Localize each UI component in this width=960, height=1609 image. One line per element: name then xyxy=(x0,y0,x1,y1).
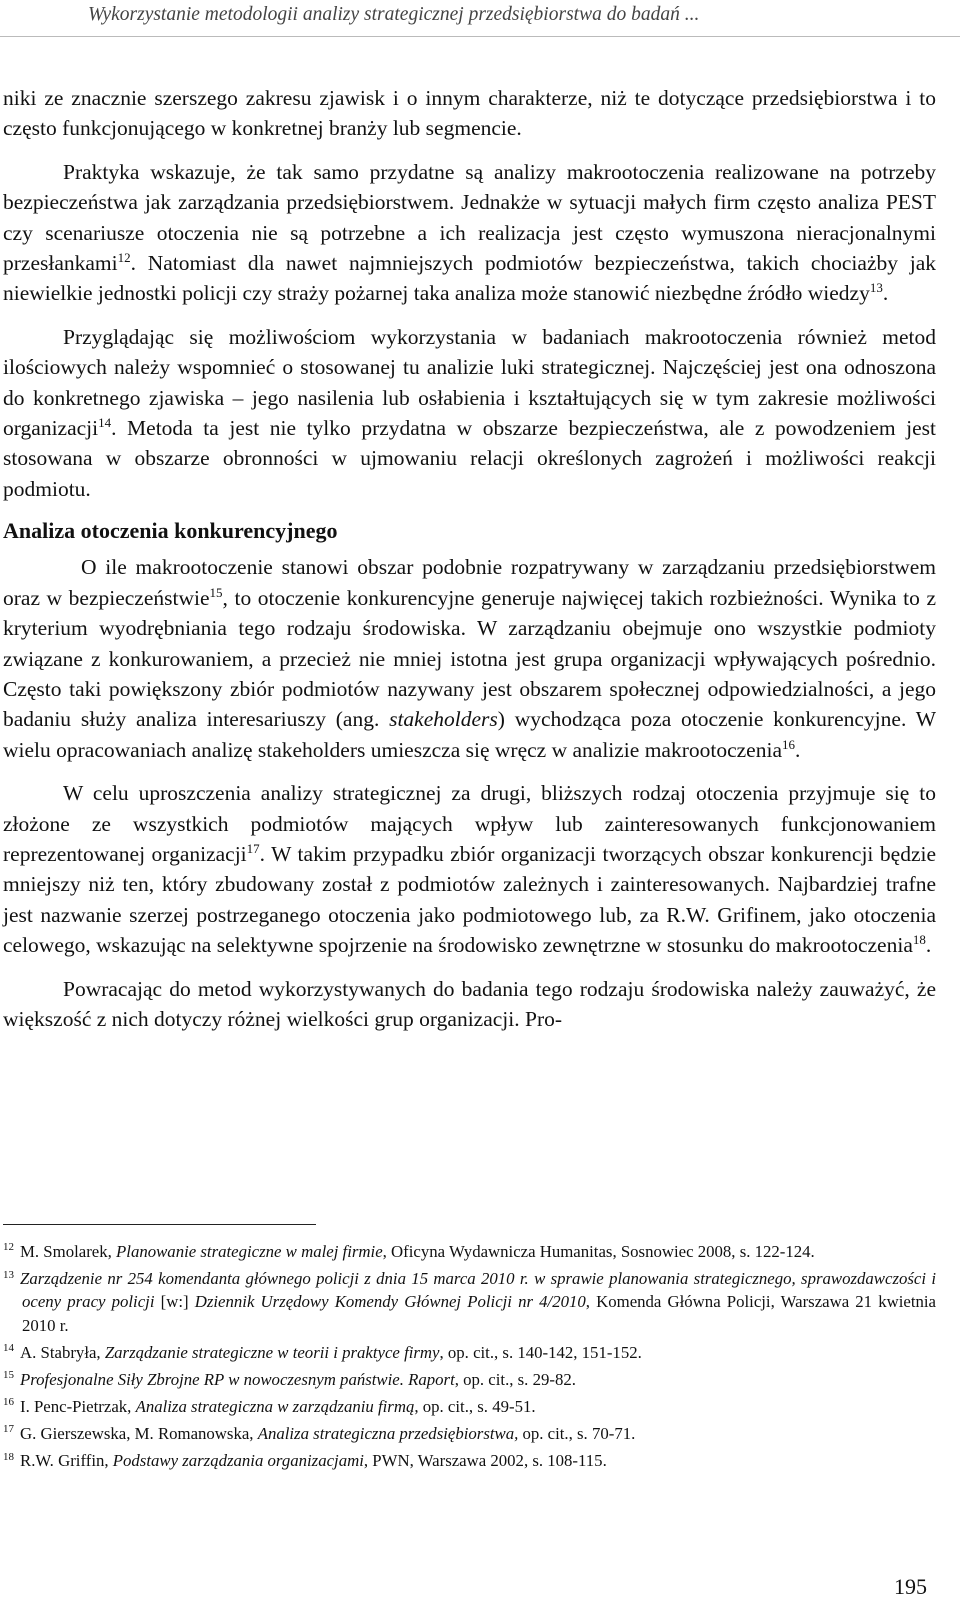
footnote-17: $^{17}$ G. Gierszewska, M. Romanowska, Analiza strategiczna przedsiębiorstwa, op. cit., s. 70-71. xyxy=(3,1423,636,1444)
section-heading: Analiza otoczenia konkurencyjnego xyxy=(3,518,338,544)
footnote-12: $^{12}$ M. Smolarek, Planowanie strategiczne w malej firmie, Oficyna Wydawnicza Humanitas, Sosnowiec 2008, s. 122-124. xyxy=(3,1241,815,1261)
footnote-14: $^{14}$ A. Stabryła, Zarządzanie strategiczne w teorii i praktyce firmy, op. cit., s. 140-142, 151-152. xyxy=(3,1342,642,1362)
footnotes xyxy=(3,1240,936,1476)
footnote-13: $^{13}$ Zarządzenie nr 254 komendanta głównego policji z dnia 15 marca 2010 r. w sprawie planowania strategicznego, sprawozdawczości i oceny pracy policji [w:] Dziennik Urzędowy Komendy Głównej Policji nr 4/2010, Komenda Główna Policji, Warszawa 21 kwietnia 2010 r. xyxy=(3,1268,936,1335)
header-divider xyxy=(0,36,960,37)
paragraph-simplification: W celu uproszczenia analizy strategicznej za drugi, bliższych rodzaj otoczenia przyjmuje się to złożone ze wszystkich podmiotów mających wpływ lub zainteresowanych funkcjonowaniem reprezentowanej organizacji$^{17}$. W takim przypadku zbiór organizacji tworzących obszar konkurencji będzie mniejszy niż ten, który zbudowany został z podmiotów zależnych i zainteresowanych. Najbardziej trafne jest nazwanie szerzej postrzeganego otoczenia jako podmiotowego lub, za R.W. Grifinem, jako otoczenia celowego, wskazując na selektywne spojrzenie na środowisko zewnętrzne w stosunku do makrootoczenia$^{18}$. xyxy=(3,781,937,958)
running-header: Wykorzystanie metodologii analizy strategicznej przedsiębiorstwa do badań ... xyxy=(88,4,700,25)
paragraph-strategic-gap: Przyglądając się możliwościom wykorzystania w badaniach makrootoczenia również metod ilościowych należy wspomnieć o stosowanej tu analizie luki strategicznej. Najczęściej jest ona odnoszona do konkretnego zjawiska – jego nasilenia lub osłabienia i kształtujących się w tym zakresie możliwości organizacji$^{14}$. Metoda ta jest nie tylko przydatna w obszarze bezpieczeństwa, ale z powodzeniem jest stosowana w obszarze obronności w ujmowaniu relacji określonych zagrożeń i możliwości reakcji podmiotu. xyxy=(3,324,936,501)
footnote-ref-15[interactable]: 15 xyxy=(209,584,223,600)
paragraph-methods: Powracając do metod wykorzystywanych do badania tego rodzaju środowiska należy zauważyć, że większość z nich dotyczy różnej wielkości grup organizacji. Pro- xyxy=(3,976,936,1031)
footnote-ref-17[interactable]: 17 xyxy=(246,840,260,856)
page-number: 195 xyxy=(894,1574,927,1599)
footnote-ref-14[interactable]: 14 xyxy=(98,414,112,430)
footnote-18: $^{18}$ R.W. Griffin, Podstawy zarządzania organizacjami, PWN, Warszawa 2002, s. 108-115. xyxy=(3,1450,607,1471)
footnote-divider xyxy=(3,1224,316,1225)
footnote-15: $^{15}$ Profesjonalne Siły Zbrojne RP w nowoczesnym państwie. Raport, op. cit., s. 29-82. xyxy=(3,1369,576,1389)
footnote-ref-12[interactable]: 12 xyxy=(117,249,131,265)
paragraph-continuation: niki ze znacznie szerszego zakresu zjawisk i o innym charakterze, niż te dotyczące przedsiębiorstwa i to często funkcjonującego w konkretnej branży lub segmencie. xyxy=(3,86,936,141)
footnote-16: $^{16}$ I. Penc-Pietrzak, Analiza strategiczna w zarządzaniu firmą, op. cit., s. 49-51. xyxy=(3,1396,536,1416)
paragraph-competitive: O ile makrootoczenie stanowi obszar podobnie rozpatrywany w zarządzaniu przedsiębiorstwem oraz w bezpieczeństwie$^{15}$, to otoczenie konkurencyjne generuje najwięcej takich rozbieżności. Wynika to z kryterium wyodrębniania tego rodzaju środowiska. W zarządzaniu obejmuje ono wszystkie podmioty związane z konkurowaniem, a przecież nie mniej istotna jest grupa organizacji wpływających pośrednio. Często taki powiększony zbiór podmiotów nazywany jest obszarem społecznej odpowiedzialności, a jego badaniu służy analiza interesariuszy (ang. stakeholders) wychodząca poza otoczenie konkurencyjne. W wielu opracowaniach analizę stakeholders umieszcza się wręcz w analizie makrootoczenia$^{16}$. xyxy=(3,555,936,762)
footnote-ref-16[interactable]: 16 xyxy=(782,736,795,752)
footnote-ref-18[interactable]: 18 xyxy=(912,932,926,947)
paragraph-practice: Praktyka wskazuje, że tak samo przydatne są analizy makrootoczenia realizowane na potrzeby bezpieczeństwa jak zarządzania przedsiębiorstwem. Jednakże w sytuacji małych firm często analiza PEST czy scenariusze otoczenia nie są potrzebne a ich realizacja jest często wymuszona nieracjonalnymi przesłankami$^{12}$. Natomiast dla nawet najmniejszych podmiotów bezpieczeństwa, takich chociażby jak niewielkie jednostki policji czy straży pożarnej taka analiza może stanowić niezbędne źródło wiedzy$^{13}$. xyxy=(3,159,936,306)
footnote-ref-13[interactable]: 13 xyxy=(869,280,883,296)
body-text xyxy=(3,83,936,1034)
